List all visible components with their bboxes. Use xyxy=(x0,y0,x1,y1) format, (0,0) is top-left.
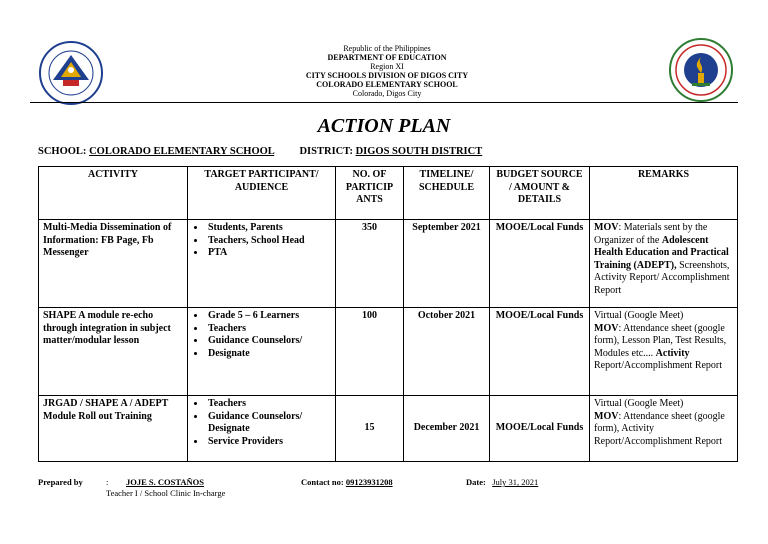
contact-value: 09123931208 xyxy=(345,477,393,487)
column-header: TARGET PARTICIPANT/ AUDIENCE xyxy=(188,167,336,220)
target-item: • Guidance Counselors/ Designate xyxy=(206,411,331,436)
targets-cell xyxy=(188,220,336,308)
column-header: BUDGET SOURCE / AMOUNT & DETAILS xyxy=(490,167,590,220)
header-department: DEPARTMENT OF EDUCATION xyxy=(327,53,447,62)
count-cell: 15 xyxy=(336,396,404,462)
target-item: • Teachers xyxy=(206,398,331,411)
target-item: • Teachers xyxy=(206,323,331,336)
header-republic: Republic of the Philippines xyxy=(343,44,431,53)
page-title: ACTION PLAN xyxy=(317,115,451,137)
header-divider xyxy=(30,102,738,103)
count-cell: 100 xyxy=(336,308,404,396)
remarks-text: Screenshots, Activity Report/ Accomplishment Report xyxy=(594,259,730,296)
preparer-name: JOJE S. COSTAÑOS xyxy=(126,477,205,487)
column-header: TIMELINE/ SCHEDULE xyxy=(404,167,490,220)
header-region: Region XI xyxy=(370,62,404,71)
remarks-bold-text: Activity xyxy=(655,347,690,359)
contact-label: Contact no: xyxy=(301,477,344,487)
remarks-cell xyxy=(590,220,738,308)
timeline-cell: December 2021 xyxy=(404,396,490,462)
target-item: • Designate xyxy=(206,348,331,361)
deped-seal-icon xyxy=(34,40,108,106)
target-item: • Teachers, School Head xyxy=(206,235,331,248)
date-value: July 31, 2021 xyxy=(492,477,539,487)
budget-cell: MOOE/Local Funds xyxy=(490,220,590,308)
table-row xyxy=(39,396,738,462)
remarks-line: Virtual (Google Meet) xyxy=(594,310,684,321)
timeline-cell: October 2021 xyxy=(404,308,490,396)
school-district-line xyxy=(38,146,482,157)
table-header-row xyxy=(39,167,738,220)
activity-cell: JRGAD / SHAPE A / ADEPT Module Roll out Training xyxy=(39,396,188,462)
district-label: DISTRICT: xyxy=(299,146,353,157)
mov-label: MOV xyxy=(594,222,619,233)
date-label: Date: xyxy=(466,477,486,487)
target-item: • PTA xyxy=(206,247,331,260)
preparer-position: Teacher I / School Clinic In-charge xyxy=(106,488,226,498)
remarks-text: : Materials sent by the Organizer of the xyxy=(594,222,708,246)
school-value: COLORADO ELEMENTARY SCHOOL xyxy=(89,146,275,157)
table-row xyxy=(39,220,738,308)
header-address: Colorado, Digos City xyxy=(352,89,422,98)
count-cell: 350 xyxy=(336,220,404,308)
remarks-cell xyxy=(590,308,738,396)
header-school: COLORADO ELEMENTARY SCHOOL xyxy=(316,80,458,89)
date-field xyxy=(466,477,538,487)
table-row xyxy=(39,308,738,396)
remarks-text: : Attendance sheet (google form), Activity Report/Accomplishment Report xyxy=(594,410,725,447)
remarks-cell xyxy=(590,396,738,462)
target-item: • Guidance Counselors/ xyxy=(206,335,331,348)
timeline-cell: September 2021 xyxy=(404,220,490,308)
remarks-bold-text: Adolescent Health Education and Practical Training (ADEPT), xyxy=(594,234,729,271)
school-label: SCHOOL: xyxy=(38,146,87,157)
target-item: • Grade 5 – 6 Learners xyxy=(206,310,331,323)
column-header: NO. OF PARTICIP ANTS xyxy=(336,167,404,220)
activity-cell: SHAPE A module re-echo through integration in subject matter/modular lesson xyxy=(39,308,188,396)
prepared-by-colon: : xyxy=(106,477,109,487)
targets-cell xyxy=(188,396,336,462)
activity-cell: Multi-Media Dissemination of Information: FB Page, Fb Messenger xyxy=(39,220,188,308)
letterhead xyxy=(200,44,574,98)
mov-label: MOV xyxy=(594,322,619,334)
column-header: ACTIVITY xyxy=(39,167,188,220)
targets-cell xyxy=(188,308,336,396)
header-division: CITY SCHOOLS DIVISION OF DIGOS CITY xyxy=(305,71,469,80)
prepared-by-label: Prepared by xyxy=(38,477,83,487)
district-value: DIGOS SOUTH DISTRICT xyxy=(355,146,483,157)
remarks-text: : Attendance sheet (google form), Lesson Plan, Test Results, Modules etc.... xyxy=(594,322,727,359)
column-header: REMARKS xyxy=(590,167,738,220)
contact-number xyxy=(301,477,393,487)
mov-label: MOV xyxy=(594,410,619,422)
target-item: • Students, Parents xyxy=(206,222,331,235)
target-item: • Service Providers xyxy=(206,436,331,449)
school-seal-icon xyxy=(664,37,738,103)
remarks-text: Report/Accomplishment Report xyxy=(594,360,723,371)
budget-cell: MOOE/Local Funds xyxy=(490,308,590,396)
action-plan-table xyxy=(38,166,738,462)
remarks-line: Virtual (Google Meet) xyxy=(594,398,684,409)
budget-cell: MOOE/Local Funds xyxy=(490,396,590,462)
